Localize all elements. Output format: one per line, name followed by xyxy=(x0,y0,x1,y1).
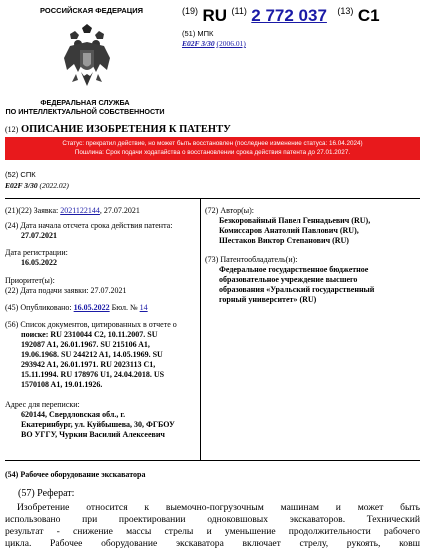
spk-value: E02F 3/30 xyxy=(5,181,38,190)
cited-line: поиске: RU 2310044 C2, 10.11.2007. SU xyxy=(21,330,158,339)
abstract-line: использовано при проектировании одноковшовых экскаваторов. Технический xyxy=(5,514,420,525)
published-date-link[interactable]: 16.05.2022 xyxy=(73,303,110,312)
table-top-rule xyxy=(5,198,420,199)
left-column xyxy=(5,206,195,440)
abstract-line: результат - снижение массы стрелы и уменьшение продолжительности рабочего xyxy=(5,526,420,537)
application-number-link[interactable]: 2021122144 xyxy=(60,206,100,215)
mpk-line xyxy=(182,39,246,48)
abstract-label: (57) Реферат: xyxy=(18,488,75,499)
abstract-line: Изобретение относится к выемочно-погрузочным машинам и может быть xyxy=(17,502,420,513)
code-19: (19) xyxy=(182,6,199,16)
application-prefix: (21)(22) Заявка: xyxy=(5,206,59,215)
cited-line: 1570108 A1, 19.01.1926. xyxy=(21,380,103,389)
address-line: 620144, Свердловская обл., г. xyxy=(21,410,126,419)
status-box xyxy=(5,137,420,160)
bulletin-label: Бюл. № xyxy=(111,303,138,312)
right-column xyxy=(205,206,420,305)
application-line xyxy=(5,206,195,216)
authors-label: (72) Автор(ы): xyxy=(205,206,254,215)
status-line: Статус: прекратил действие, но может быть восстановлен (последнее изменение статуса: 16.04.2024) xyxy=(62,140,363,147)
code-13: (13) xyxy=(337,6,354,16)
country-code: RU xyxy=(202,6,228,25)
document-title xyxy=(5,124,231,135)
cited-line: (56) Список документов, цитированных в отчете о xyxy=(5,320,177,329)
patent-number-line xyxy=(182,6,380,26)
application-date: , 27.07.2021 xyxy=(99,206,140,215)
owner-label: (73) Патентообладатель(и): xyxy=(205,255,298,264)
owner-line: горный университет» (RU) xyxy=(219,295,317,304)
correspondence-address xyxy=(5,400,195,440)
term-label: (24) Дата начала отсчета срока действия патента: xyxy=(5,221,173,230)
address-line: ВО УГГУ, Чуркин Василий Алексеевич xyxy=(21,430,165,439)
agency-name xyxy=(0,98,170,116)
spk-label: (52) СПК xyxy=(5,170,36,179)
table-divider xyxy=(200,198,201,460)
owner-line: образовательное учреждение высшего xyxy=(219,275,358,284)
mpk-date-link[interactable]: (2006.01) xyxy=(216,39,246,48)
registration-value: 16.05.2022 xyxy=(21,258,57,267)
table-bottom-rule xyxy=(5,460,420,461)
agency-line-1: ФЕДЕРАЛЬНАЯ СЛУЖБА xyxy=(40,98,130,107)
fee-line: Пошлина: Срок подачи ходатайства о восстановлении срока действия патента до 27.01.2027. xyxy=(74,149,351,156)
author-name: Шестаков Виктор Степанович (RU) xyxy=(219,236,349,245)
mpk-code-link[interactable]: E02F 3/30 xyxy=(182,39,215,48)
address-line: Екатеринбург, ул. Куйбышева, 30, ФГБОУ xyxy=(21,420,175,429)
cited-line: 15.11.1994. RU 178976 U1, 24.04.2018. US xyxy=(21,370,165,379)
address-label: Адрес для переписки: xyxy=(5,400,80,409)
published-prefix: (45) Опубликовано: xyxy=(5,303,72,312)
title-code: (12) xyxy=(5,125,19,134)
mpk-label: (51) МПК xyxy=(182,29,214,38)
spk-date: (2022.02) xyxy=(39,181,69,190)
cited-documents xyxy=(5,320,195,390)
kind-code: C1 xyxy=(357,6,380,25)
cited-line: 192087 A1, 26.01.1967. SU 215106 A1, xyxy=(21,340,150,349)
code-11: (11) xyxy=(231,6,247,16)
author-name: Комиссаров Анатолий Павлович (RU), xyxy=(219,226,359,235)
published-line xyxy=(5,303,195,313)
term-value: 27.07.2021 xyxy=(21,231,57,240)
bulletin-number-link[interactable]: 14 xyxy=(139,303,148,312)
author-name: Безкоровайный Павел Геннадьевич (RU), xyxy=(219,216,371,225)
country-name: РОССИЙСКАЯ ФЕДЕРАЦИЯ xyxy=(40,6,144,15)
agency-line-2: ПО ИНТЕЛЛЕКТУАЛЬНОЙ СОБСТВЕННОСТИ xyxy=(5,107,165,116)
cited-line: 293942 A1, 26.01.1971. RU 2023113 C1, xyxy=(21,360,156,369)
russian-emblem-icon xyxy=(62,24,112,92)
owner-line: образования «Уральский государственный xyxy=(219,285,375,294)
priority-value: (22) Дата подачи заявки: 27.07.2021 xyxy=(5,286,127,295)
title-text: ОПИСАНИЕ ИЗОБРЕТЕНИЯ К ПАТЕНТУ xyxy=(20,124,231,135)
registration-label: Дата регистрации: xyxy=(5,248,68,257)
priority-label: Приоритет(ы): xyxy=(5,276,55,285)
owner-line: Федеральное государственное бюджетное xyxy=(219,265,369,274)
abstract-line: цикла. Рабочее оборудование экскаватора включает стрелу, рукоять, ковш xyxy=(5,538,420,549)
cited-line: 19.06.1968. SU 244212 A1, 14.05.1969. SU xyxy=(21,350,163,359)
spk-line xyxy=(5,181,69,191)
patent-number-link[interactable]: 2 772 037 xyxy=(251,6,327,25)
invention-title: (54) Рабочее оборудование экскаватора xyxy=(5,470,146,479)
